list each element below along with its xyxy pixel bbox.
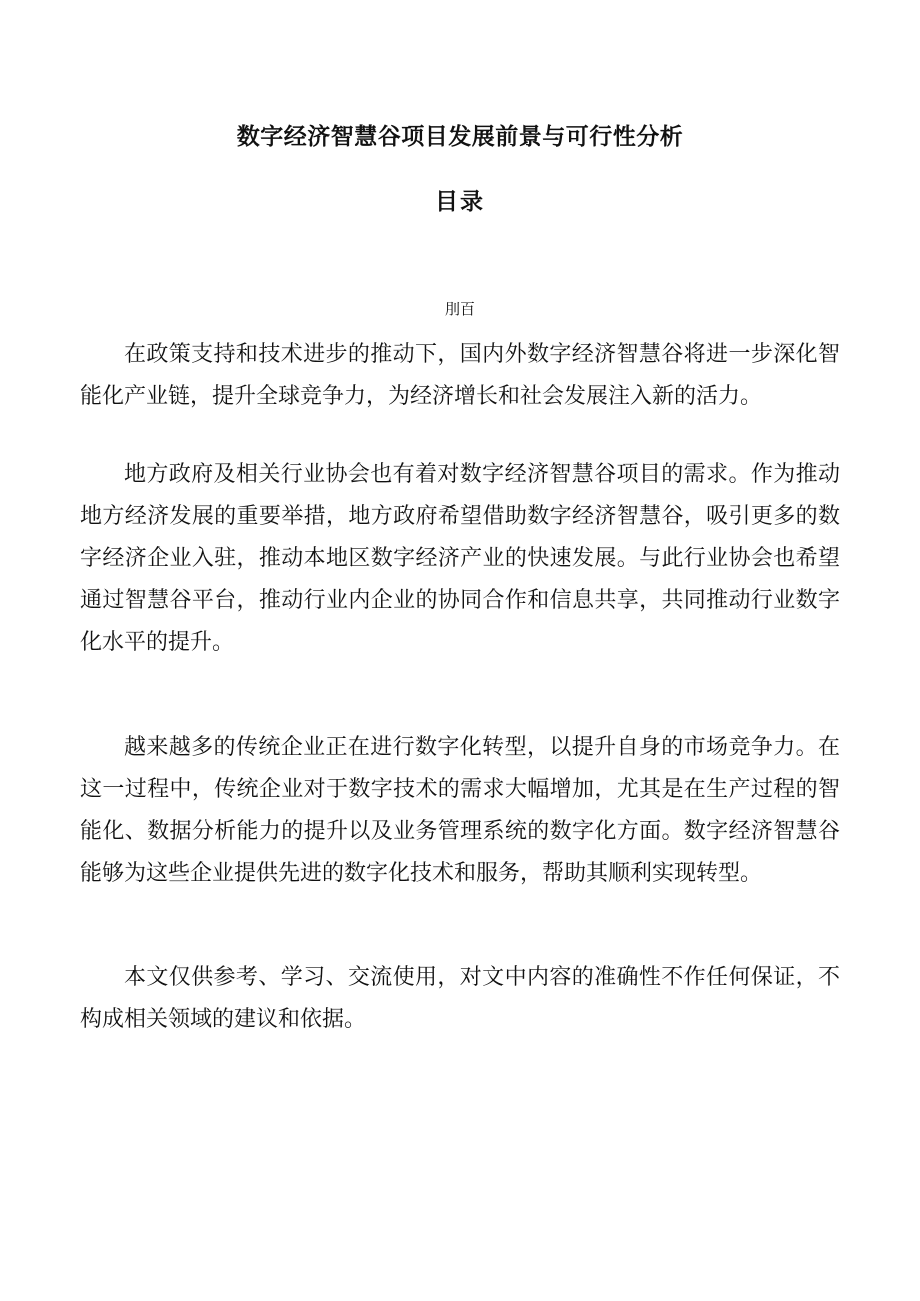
document-title: 数字经济智慧谷项目发展前景与可行性分析 [236,124,684,150]
toc-heading: 目录 [435,189,485,215]
preface-heading: 刖百 [444,300,475,318]
paragraph: 越来越多的传统企业正在进行数字化转型，以提升自身的市场竞争力。在这一过程中，传统企业对于数字技术的需求大幅增加，尤其是在生产过程的智能化、数据分析能力的提升以及业务管理系统的数字化方面。数字经济智慧谷能够为这些企业提供先进的数字化技术和服务，帮助其顺利实现转型。 [80,735,840,886]
paragraph: 在政策支持和技术进步的推动下，国内外数字经济智慧谷将进一步深化智能化产业链，提升全球竞争力，为经济增长和社会发展注入新的活力。 [80,342,840,409]
paragraph: 地方政府及相关行业协会也有着对数字经济智慧谷项目的需求。作为推动地方经济发展的重要举措，地方政府希望借助数字经济智慧谷，吸引更多的数字经济企业入驻，推动本地区数字经济产业的快速发展。与此行业协会也希望通过智慧谷平台，推动行业内企业的协同合作和信息共享，共同推动行业数字化水平的提升。 [80,462,840,655]
paragraph: 本文仅供参考、学习、交流使用，对文中内容的准确性不作任何保证，不构成相关领域的建议和依据。 [80,965,840,1032]
